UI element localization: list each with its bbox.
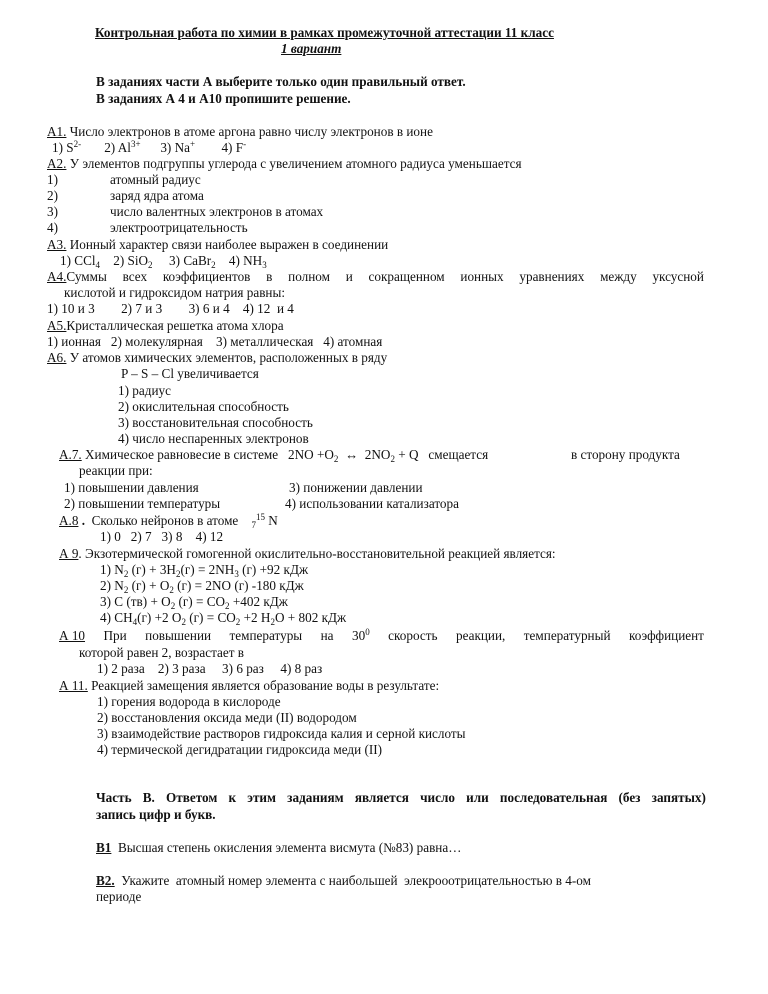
word: запятых) [651, 790, 706, 805]
a8-options: 1) 0 2) 7 3) 8 4) 12 [100, 529, 224, 544]
question-text: Укажите атомный номер элемента с наибольшей элекрооотрицательностью в 4-ом [114, 873, 591, 888]
question-number: А 9 [59, 546, 79, 561]
superscript: 15 [255, 512, 265, 522]
word: уксусной [652, 269, 704, 284]
question-text: ↔ 2NO [338, 447, 391, 462]
element-row: P – S – Cl увеличивается [121, 366, 259, 381]
question-number: А.7. [59, 447, 82, 462]
a10-options: 1) 2 раза 2) 3 раза 3) 6 раз 4) 8 раз [97, 661, 323, 676]
question-a5 [47, 318, 284, 334]
word: между [600, 269, 637, 284]
a6-option: 2) окислительная способность [118, 399, 289, 414]
word: коэффициент [629, 628, 704, 643]
subscript: 2 [333, 454, 339, 464]
question-text: Химическое равновесие в системе 2NO +O [85, 447, 334, 462]
word: В. [142, 790, 155, 805]
question-text-line2: которой равен 2, возрастает в [79, 645, 245, 660]
a3-options: 1) CCl$_4$ 2) SiO$_2$ 3) CaBr$_2$ 4) $NH_3$ [60, 253, 267, 270]
question-text: Число электронов в атоме аргона равно числу электронов в ионе [69, 124, 433, 139]
word: Суммы [66, 269, 107, 284]
a2-opt-num: 3) [47, 204, 58, 219]
question-text: Кристаллическая решетка атома хлора [66, 318, 284, 333]
a4-options: 1) 10 и 3 2) 7 и 3 3) 6 и 4 4) 12 и 4 [47, 301, 294, 316]
word: температуры [229, 628, 303, 643]
element-symbol: N [268, 513, 278, 528]
word: всех [122, 269, 148, 284]
question-text-end: в сторону продукта [571, 447, 680, 462]
word: полном [288, 269, 330, 284]
question-a6 [47, 350, 387, 366]
a7-option: 1) повышении давления [64, 480, 199, 495]
a7-option: 4) использовании катализатора [285, 496, 459, 511]
question-number: А2. [47, 156, 67, 171]
question-a8: А.8 . Сколько нейронов в атоме $_7^{15}$ N [59, 512, 278, 530]
a5-options: 1) ионная 2) молекулярная 3) металлическая 4) атомная [47, 334, 383, 349]
a2-opt-text: атомный радиус [110, 172, 201, 187]
question-text: Экзотермической гомогенной окислительно-восстановительной реакцией является: [85, 546, 556, 561]
instruction-1: В заданиях части А выберите только один правильный ответ. [96, 74, 466, 89]
word: в [266, 269, 273, 284]
question-number: А 10 [59, 628, 86, 643]
a11-option: 3) взаимодействие растворов гидроксида калия и серной кислоты [97, 726, 466, 741]
question-number: А 11. [59, 678, 88, 693]
word: (без [618, 790, 641, 805]
word: сокращенном [368, 269, 445, 284]
word: является [354, 790, 409, 805]
a2-opt-text: число валентных электронов в атомах [110, 204, 324, 219]
question-b2 [96, 873, 591, 889]
a6-option: 1) радиус [118, 383, 171, 398]
subscript: 2 [390, 454, 395, 464]
a11-option: 1) горения водорода в кислороде [97, 694, 281, 709]
question-number: А5. [47, 318, 67, 333]
question-number: В1 [96, 840, 112, 855]
word: заданиям [287, 790, 344, 805]
word: число [420, 790, 455, 805]
word: или [466, 790, 489, 805]
question-number: А4. [47, 269, 67, 284]
a2-opt-num: 4) [47, 220, 58, 235]
a11-option: 2) восстановления оксида меди (II) водородом [97, 710, 357, 725]
question-number: А1. [47, 124, 67, 139]
question-a2 [47, 156, 522, 172]
question-text: Сколько нейронов в атоме [91, 513, 239, 528]
part-b-heading-line2: запись цифр и букв. [96, 807, 216, 822]
question-a11 [59, 678, 439, 694]
variant-label: 1 вариант [281, 41, 342, 56]
question-text-line2: кислотой и гидроксидом натрия равны: [64, 285, 286, 300]
word: коэффициентов [162, 269, 251, 284]
a7-option: 2) повышении температуры [64, 496, 221, 511]
a2-opt-text: электроотрицательность [110, 220, 248, 235]
word: ионных [460, 269, 504, 284]
question-text-line2: периоде [96, 889, 142, 904]
question-text: Высшая степень окисления элемента висмута (№83) равна… [111, 840, 462, 855]
question-a9: А 9. Экзотермической гомогенной окислительно-восстановительной реакцией является: [59, 546, 556, 561]
question-text-line2: реакции при: [79, 463, 153, 478]
question-number: А3. [47, 237, 67, 252]
word: 30 [352, 628, 366, 643]
a1-options: 1) $S^{2-}$ 2) $Al^{3+}$ 3) Na+ 4) F- [52, 139, 247, 155]
word: к [228, 790, 237, 805]
question-a3 [47, 237, 388, 253]
word: Часть [96, 790, 132, 805]
word: и [345, 269, 353, 284]
word: повышении [145, 628, 212, 643]
a9-option: 3) C $(тв) + O_2$ $(г) = CO_2 +402$ кДж [100, 594, 288, 611]
word: на [320, 628, 334, 643]
subscript: 7 [251, 520, 256, 530]
a9-option: 1) $N_2$ $(г) + 3H_2(г) = 2NH_3$ (г) +92 кДж [100, 562, 309, 579]
question-number: А.8 [59, 513, 79, 528]
question-number: В2. [96, 873, 115, 888]
question-text: Реакцией замещения является образование воды в результате: [91, 678, 440, 693]
instruction-2: В заданиях А 4 и А10 пропишите решение. [96, 91, 351, 106]
a6-option: 4) число неспаренных электронов [118, 431, 309, 446]
word: Ответом [165, 790, 218, 805]
a2-opt-num: 2) [47, 188, 58, 203]
question-number: А6. [47, 350, 67, 365]
word: скорость [388, 628, 438, 643]
question-a4 [47, 269, 704, 285]
a6-option: 3) восстановительная способность [118, 415, 313, 430]
question-b1 [96, 840, 461, 856]
a2-opt-num: 1) [47, 172, 58, 187]
question-text: У атомов химических элементов, расположенных в ряду [69, 350, 388, 365]
word: этим [247, 790, 277, 805]
word: При [103, 628, 127, 643]
a11-option: 4) термической дегидратации гидроксида меди (II) [97, 742, 383, 757]
question-a10: А 10 При повышении температуры на $30^0$ скорость реакции, температурный коэффициент [59, 627, 704, 643]
part-b-heading [96, 790, 706, 806]
question-text: Ионный характер связи наиболее выражен в соединении [69, 237, 389, 252]
word: последовательная [499, 790, 608, 805]
a9-option: 2) $N_2$ $(г) + O_2$ (г) = 2NO (г) -180 кДж [100, 578, 304, 595]
page-title: Контрольная работа по химии в рамках промежуточной аттестации 11 класс [95, 25, 554, 40]
word: температурный [523, 628, 611, 643]
word: реакции, [455, 628, 506, 643]
word: уравнениях [519, 269, 585, 284]
question-text: У элементов подгруппы углерода с увеличением атомного радиуса уменьшается [69, 156, 522, 171]
a7-option: 3) понижении давлении [289, 480, 423, 495]
question-a7 [59, 447, 488, 463]
a2-opt-text: заряд ядра атома [110, 188, 204, 203]
a9-option: 4) $CH_4(г) +2$ $O_2$ $(г) = CO_2 +2$ $H_2O + 802$ кДж [100, 610, 347, 627]
question-a1 [47, 124, 433, 140]
question-text: + Q смещается [394, 447, 489, 462]
